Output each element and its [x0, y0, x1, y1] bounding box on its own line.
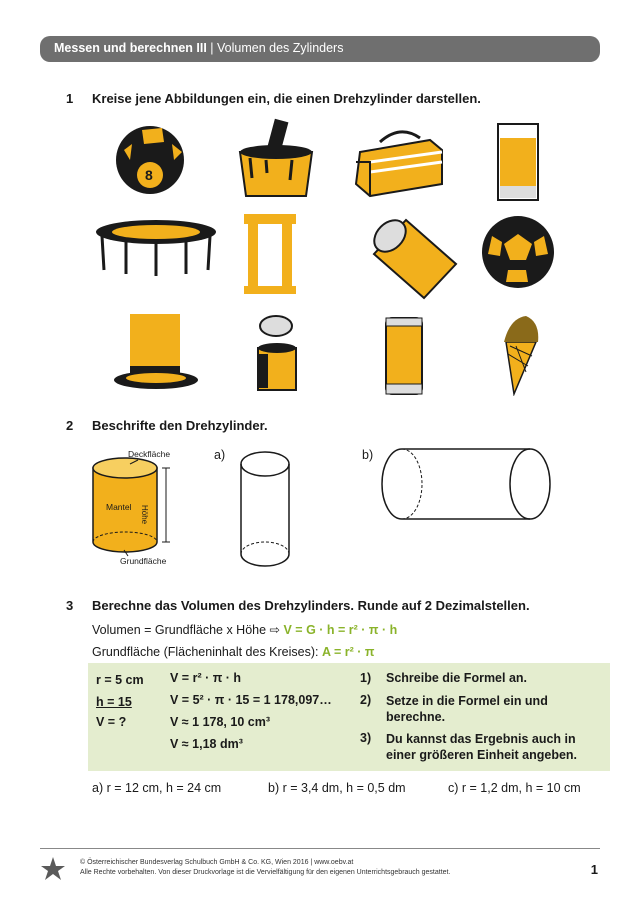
trampoline-image[interactable]	[92, 212, 222, 278]
calc-line-4: V ≈ 1,18 dm³	[170, 737, 243, 751]
area-formula-text: Grundfläche (Flächeninhalt des Kreises):	[92, 645, 322, 659]
example-box	[88, 663, 610, 771]
q2-b-label: b)	[362, 448, 374, 462]
header-title: Messen und berechnen III	[54, 41, 207, 55]
step-2-text: Setze in die Formel ein und berechne.	[386, 694, 548, 724]
given-r: r = 5 cm	[96, 673, 144, 687]
task-b: b) r = 3,4 dm, h = 0,5 dm	[268, 781, 406, 795]
calc-line-1: V = r² · π · h	[170, 671, 242, 685]
area-formula-line	[92, 645, 375, 659]
columns-portal-image[interactable]	[240, 212, 300, 296]
label-deckflaeche: Deckfläche	[128, 449, 171, 459]
paint-bucket-image[interactable]	[232, 118, 322, 202]
page-header	[40, 36, 600, 62]
soccer-ball-image[interactable]	[480, 212, 560, 292]
task-a: a) r = 12 cm, h = 24 cm	[92, 781, 222, 795]
soda-can-image[interactable]	[372, 212, 464, 302]
q2-a-label: a)	[214, 448, 226, 462]
vertical-cylinder-diagram	[236, 448, 296, 574]
volume-formula-line	[92, 622, 397, 637]
publisher-logo-icon	[40, 856, 66, 882]
top-hat-image[interactable]	[112, 312, 202, 396]
calc-line-2: V = 5² · π · 15 = 1 178,097…	[170, 693, 332, 707]
footer-copyright: © Österreichischer Bundesverlag Schulbuch GmbH & Co. KG, Wien 2016 | www.oebv.at	[80, 859, 354, 866]
cylinder-tube-image[interactable]	[380, 314, 430, 396]
step-1-text: Schreibe die Formel an.	[386, 671, 528, 685]
q1-text: Kreise jene Abbildungen ein, die einen Drehzylinder darstellen.	[92, 91, 481, 106]
step-3-number: 3)	[360, 731, 372, 745]
task-c: c) r = 1,2 dm, h = 10 cm	[448, 781, 581, 795]
footer-rights: Alle Rechte vorbehalten. Von dieser Druckvorlage ist die Vervielfältigung für den eigenen Unterrichtsgebrauch gestattet.	[80, 869, 451, 876]
step-3-text: Du kannst das Ergebnis auch in einer größeren Einheit angeben.	[386, 732, 578, 762]
footer-divider	[40, 848, 600, 849]
horizontal-cylinder-diagram	[380, 446, 560, 524]
q3-text: Berechne das Volumen des Drehzylinders. Runde auf 2 Dezimalstellen.	[92, 598, 530, 613]
calc-line-3: V ≈ 1 178, 10 cm³	[170, 715, 270, 729]
area-formula-green: A = r² · π	[321, 645, 375, 659]
q2-text: Beschrifte den Drehzylinder.	[92, 418, 268, 433]
label-hoehe: Höhe	[140, 505, 149, 525]
header-subtitle: | Volumen des Zylinders	[206, 41, 344, 55]
drinking-glass-image[interactable]	[494, 120, 544, 204]
q3-number: 3	[66, 598, 74, 613]
step-2-number: 2)	[360, 693, 372, 707]
q1-number: 1	[66, 91, 74, 106]
svg-text:8: 8	[145, 167, 153, 183]
page-number: 1	[590, 862, 598, 877]
toolbox-image[interactable]	[350, 122, 446, 202]
volume-formula-text: Volumen = Grundfläche x Höhe ⇨	[92, 623, 284, 637]
label-grundflaeche: Grundfläche	[120, 556, 167, 566]
given-h: h = 15	[96, 695, 132, 709]
label-mantel: Mantel	[106, 502, 132, 512]
volume-formula-green: V = G · h = r² · π · h	[283, 623, 398, 637]
billiard-ball-image[interactable]	[112, 120, 192, 200]
tin-can-image[interactable]	[252, 314, 302, 396]
given-v: V = ?	[96, 715, 127, 729]
step-1-number: 1)	[360, 671, 372, 685]
q2-number: 2	[66, 418, 74, 433]
ice-cream-cone-image[interactable]	[496, 312, 548, 396]
